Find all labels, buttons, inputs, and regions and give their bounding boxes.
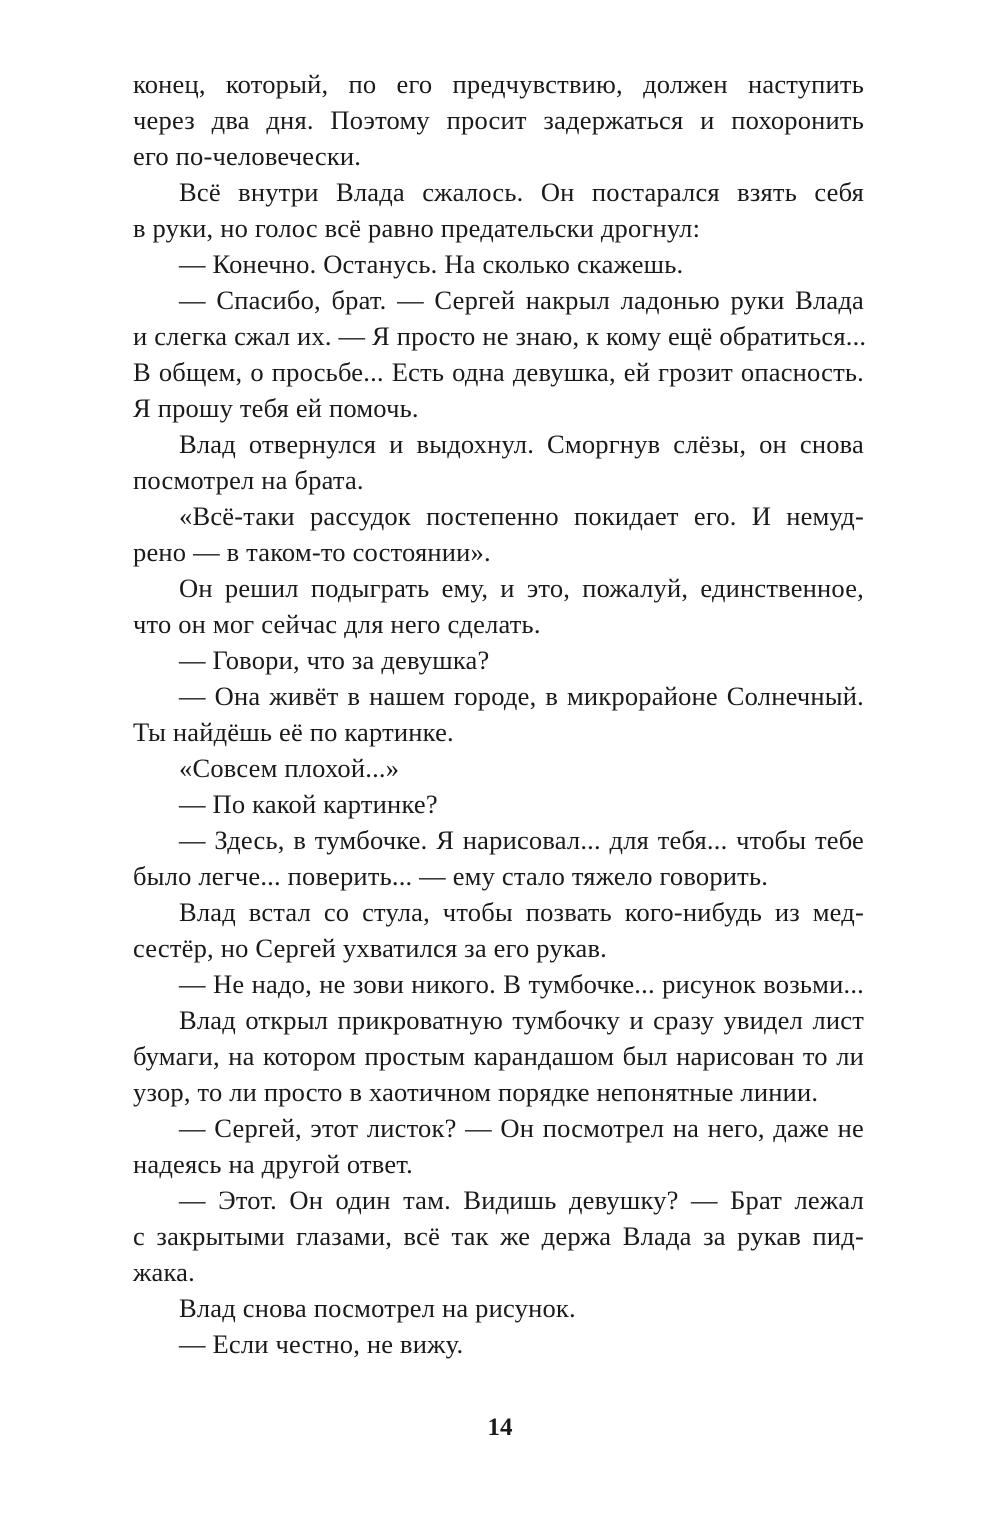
text-line: Всё внутри Влада сжалось. Он постарался взять себя xyxy=(179,177,864,207)
text-line: Влад встал со стула, чтобы позвать кого-нибудь из мед- xyxy=(179,897,864,927)
text-line: бумаги, на котором простым карандашом был нарисован то ли xyxy=(133,1041,864,1071)
text-line: Ты найдёшь её по картинке. xyxy=(133,717,454,747)
text-line: что он мог сейчас для него сделать. xyxy=(133,609,541,639)
text-line: посмотрел на брата. xyxy=(133,465,364,495)
text-line: сестёр, но Сергей ухватился за его рукав. xyxy=(133,933,607,963)
text-line: — Говори, что за девушка? xyxy=(179,645,490,675)
text-line: надеясь на другой ответ. xyxy=(133,1149,413,1179)
text-line: Влад отвернулся и выдохнул. Сморгнув слёзы, он снова xyxy=(179,429,864,459)
text-line: и слегка сжал их. — Я просто не знаю, к кому ещё обратиться... xyxy=(133,321,867,351)
text-line: — Этот. Он один там. Видишь девушку? — Брат лежал xyxy=(179,1185,864,1215)
text-line: — Спасибо, брат. — Сергей накрыл ладонью руки Влада xyxy=(179,285,864,315)
text-line: узор, то ли просто в хаотичном порядке непонятные линии. xyxy=(133,1077,819,1107)
text-line: Он решил подыграть ему, и это, пожалуй, единственное, xyxy=(179,573,864,603)
body-text xyxy=(133,66,867,1362)
text-line: жака. xyxy=(133,1257,195,1287)
text-line: через два дня. Поэтому просит задержаться и похоронить xyxy=(133,105,864,135)
text-line: было легче... поверить... — ему стало тяжело говорить. xyxy=(133,861,769,891)
text-line: «Всё-таки рассудок постепенно покидает его. И немуд- xyxy=(179,501,864,531)
text-line: рено — в таком-то состоянии». xyxy=(133,537,491,567)
text-line: — Если честно, не вижу. xyxy=(179,1329,464,1359)
text-line: Влад открыл прикроватную тумбочку и сразу увидел лист xyxy=(179,1005,864,1035)
text-line: В общем, о просьбе... Есть одна девушка, ей грозит опасность. xyxy=(133,357,864,387)
text-line: — Здесь, в тумбочке. Я нарисовал... для тебя... чтобы тебе xyxy=(179,825,864,855)
text-line: — Конечно. Останусь. На сколько скажешь. xyxy=(179,249,684,279)
text-line: — Сергей, этот листок? — Он посмотрел на него, даже не xyxy=(179,1113,864,1143)
text-line: в руки, но голос всё равно предательски дрогнул: xyxy=(133,213,701,243)
text-line: с закрытыми глазами, всё так же держа Влада за рукав пид- xyxy=(133,1221,864,1251)
text-line: конец, который, по его предчувствию, должен наступить xyxy=(133,69,864,99)
page-number: 14 xyxy=(487,1414,513,1441)
text-line: «Совсем плохой...» xyxy=(179,753,400,783)
text-line: — Не надо, не зови никого. В тумбочке... рисунок возьми... xyxy=(179,969,864,999)
text-line: его по-человечески. xyxy=(133,141,362,171)
text-line: Я прошу тебя ей помочь. xyxy=(133,393,419,423)
text-line: — По какой картинке? xyxy=(179,789,438,819)
text-line: Влад снова посмотрел на рисунок. xyxy=(179,1293,576,1323)
text-line: — Она живёт в нашем городе, в микрорайоне Солнечный. xyxy=(179,681,864,711)
